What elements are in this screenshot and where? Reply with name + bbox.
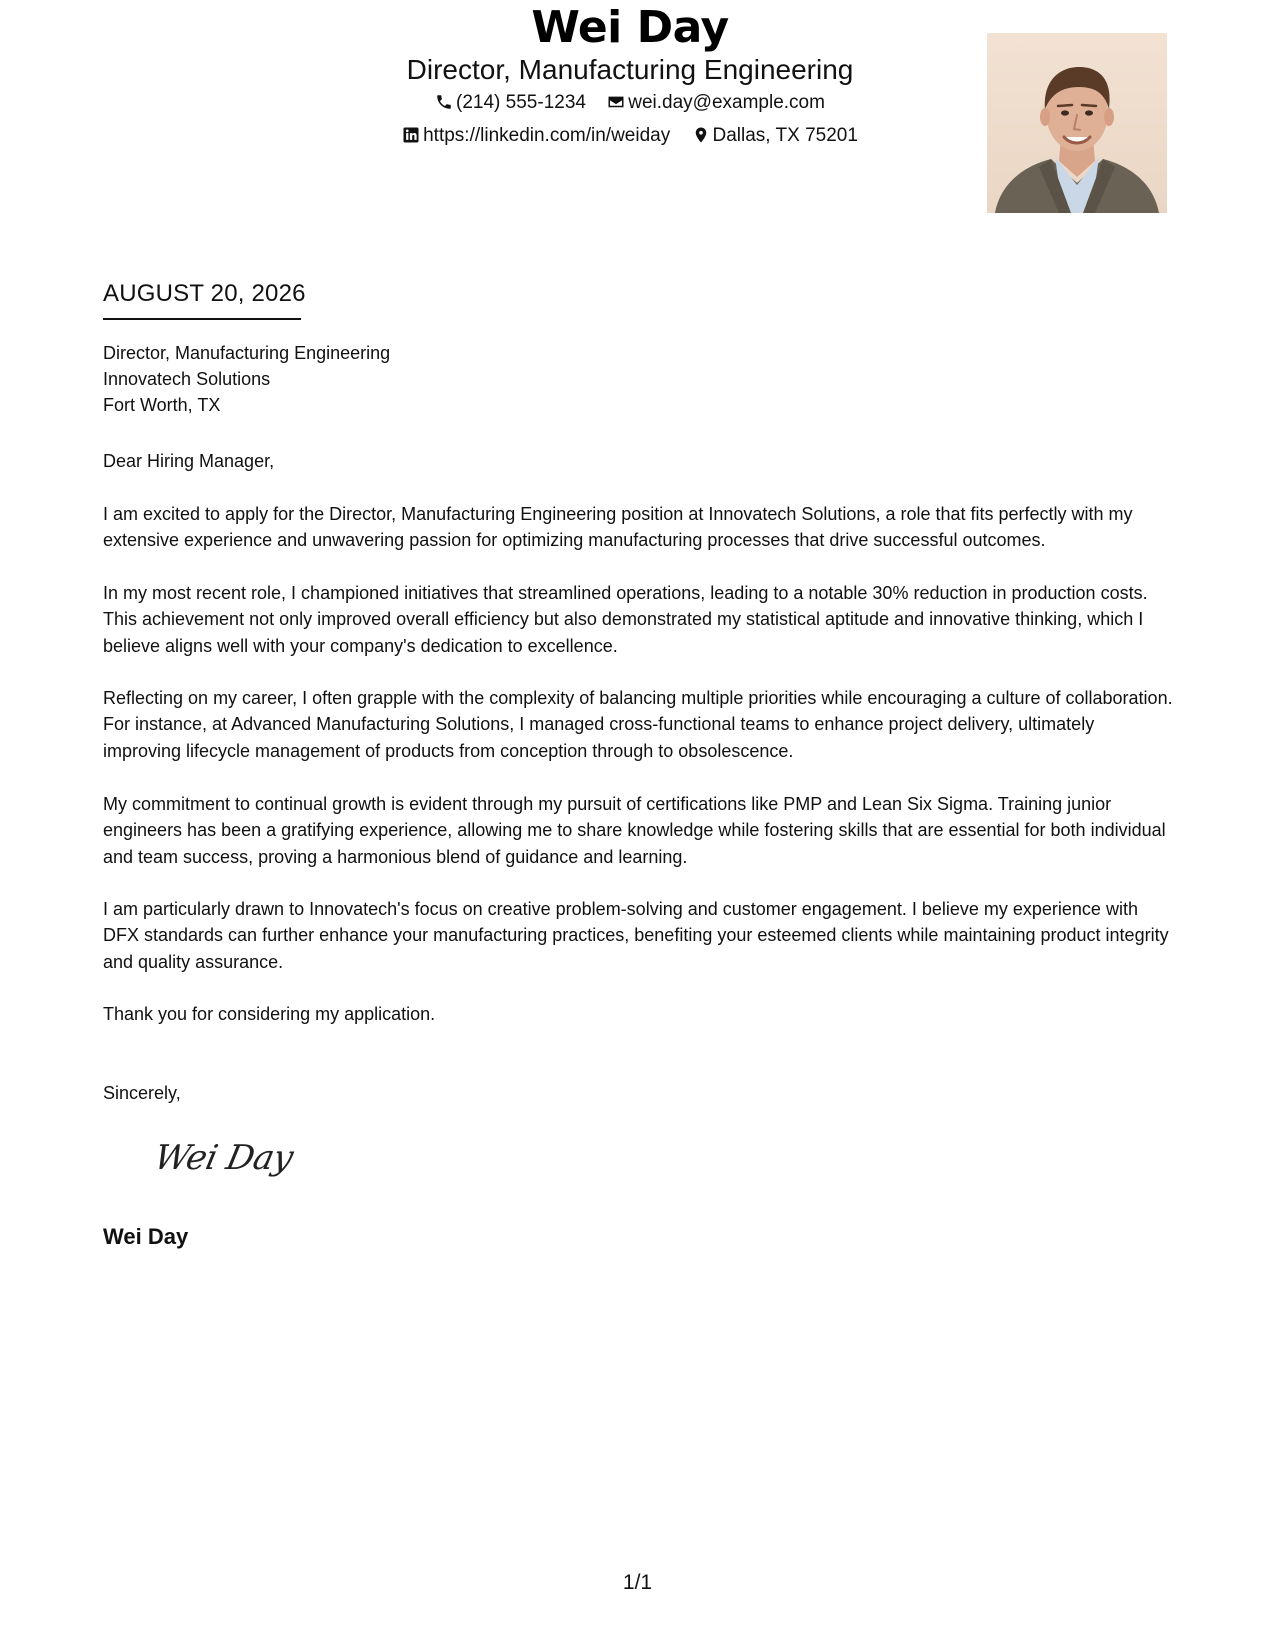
salutation: Dear Hiring Manager, — [103, 451, 275, 471]
page-number: 1/1 — [622, 1571, 653, 1594]
location-text: Dallas, TX 75201 — [712, 125, 858, 146]
contact-linkedin[interactable] — [402, 123, 670, 149]
handwritten-signature: Wei Day — [150, 1138, 297, 1178]
profile-photo — [987, 33, 1167, 213]
envelope-icon — [607, 93, 625, 111]
recipient-title: Director, Manufacturing Engineering — [103, 343, 391, 363]
email-text: wei.day@example.com — [628, 92, 825, 113]
body-paragraph-4: My commitment to continual growth is evident through my pursuit of certifications like PMP and Lean Six Sigma. Training junior engineers has been a gratifying experience, allowing me to share knowledge while fostering skills that are essential for both individual and team success, proving a harmonious blend of guidance and learning. — [103, 794, 1166, 867]
signer-name: Wei Day — [103, 1224, 189, 1249]
contact-location — [692, 123, 858, 149]
linkedin-text: https://linkedin.com/in/weiday — [423, 125, 671, 146]
letter-date: AUGUST 20, 2026 — [103, 280, 306, 307]
applicant-title: Director, Manufacturing Engineering — [406, 54, 854, 85]
recipient-block — [103, 340, 390, 418]
closing-thanks: Thank you for considering my application. — [103, 1004, 436, 1024]
phone-text: (214) 555-1234 — [456, 92, 586, 113]
map-pin-icon — [692, 126, 710, 144]
body-paragraph-5: I am particularly drawn to Innovatech's focus on creative problem-solving and customer engagement. I believe my experience with DFX standards can further enhance your manufacturing practices, benefiting your esteemed clients while maintaining product integrity and quality assurance. — [103, 899, 1169, 972]
body-paragraph-2: In my most recent role, I championed initiatives that streamlined operations, leading to a notable 30% reduction in production costs. This achievement not only improved overall efficiency but also demonstrated my statistical aptitude and innovative thinking, which I believe aligns well with your company's dedication to excellence. — [103, 583, 1148, 656]
linkedin-icon — [402, 126, 420, 144]
applicant-name: Wei Day — [531, 2, 729, 53]
body-paragraph-3: Reflecting on my career, I often grapple with the complexity of balancing multiple priorities while encouraging a culture of collaboration. For instance, at Advanced Manufacturing Solutions, I managed cross-functional teams to enhance project delivery, ultimately improving lifecycle management of products from conception through to obsolescence. — [103, 688, 1173, 761]
body-paragraph-1: I am excited to apply for the Director, Manufacturing Engineering position at Innovatech Solutions, a role that fits perfectly with my extensive experience and unwavering passion for optimizing manufacturing processes that drive successful outcomes. — [103, 504, 1133, 551]
contact-phone[interactable] — [435, 90, 586, 116]
signoff: Sincerely, — [103, 1083, 181, 1103]
phone-icon — [435, 93, 453, 111]
contact-row-primary — [310, 90, 950, 116]
date-underline — [103, 318, 301, 320]
contact-email[interactable] — [607, 90, 825, 116]
recipient-company: Innovatech Solutions — [103, 369, 271, 389]
recipient-location: Fort Worth, TX — [103, 395, 221, 415]
contact-row-secondary — [310, 123, 950, 149]
